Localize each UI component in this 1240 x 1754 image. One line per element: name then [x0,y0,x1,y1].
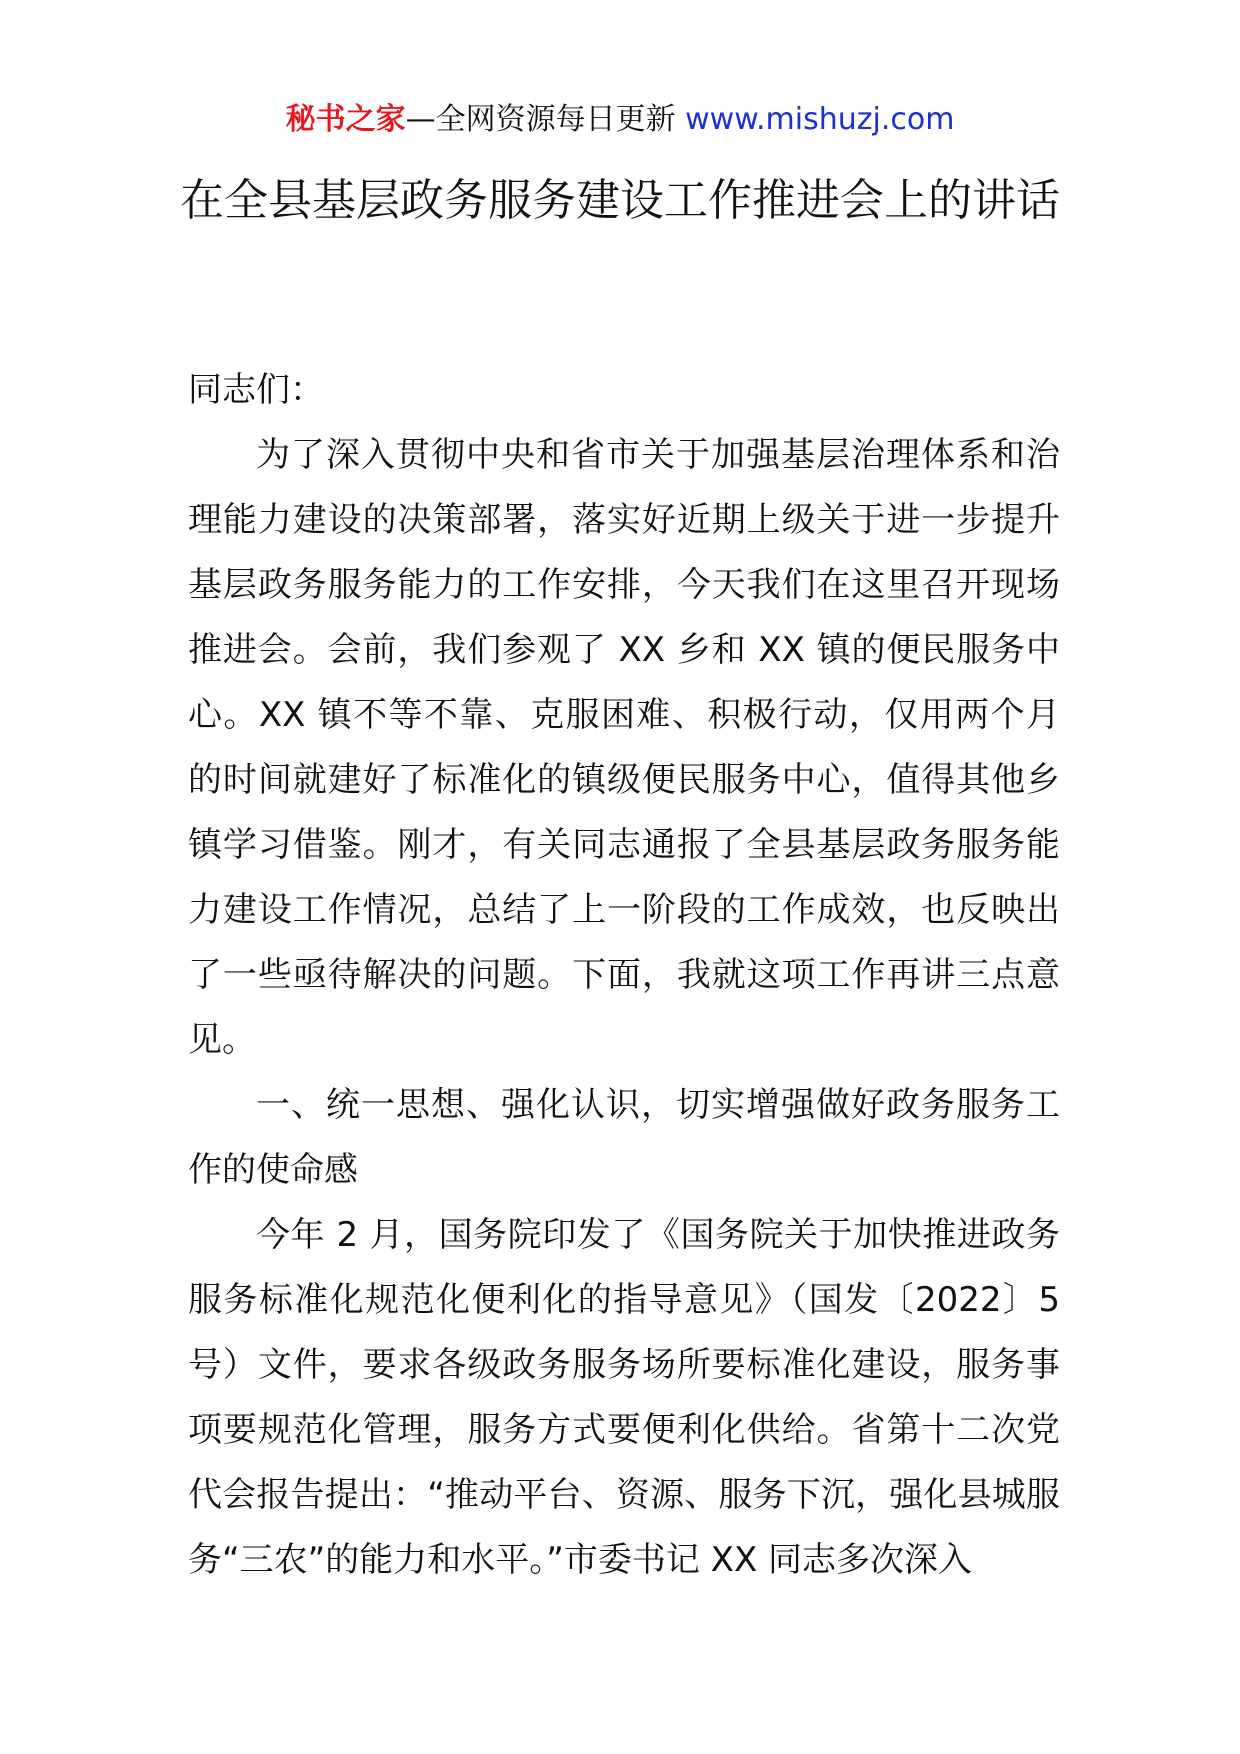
header-tagline: —全网资源每日更新 [405,102,676,137]
salutation: 同志们： [188,370,324,410]
paragraph-intro: 为了深入贯彻中央和省市关于加强基层治理体系和治理能力建设的决策部署，落实好近期上级关于进一步提升基层政务服务能力的工作安排，今天我们在这里召开现场推进会。会前，我们参观了 XX 乡和 XX 镇的便民服务中心。XX 镇不等不靠、克服困难、积极行动，仅用两个月的时间就建好了标准化的镇级便民服务中心，值得其他乡镇学习借鉴。刚才，有关同志通报了全县基层政务服务能力建设工作情况，总结了上一阶段的工作成效，也反映出了一些亟待解决的问题。下面，我就这项工作再讲三点意见。 [188,435,1060,1060]
document-title: 在全县基层政务服务建设工作推进会上的讲话 [180,175,1060,226]
site-header [0,100,1240,140]
site-url-link[interactable]: www.mishuzj.com [685,102,955,137]
brand-name: 秘书之家 [285,102,406,137]
document-body [188,358,1060,1593]
section-heading-1: 一、统一思想、强化认识，切实增强做好政务服务工作的使命感 [188,1085,1060,1190]
paragraph-section-1: 今年 2 月，国务院印发了《国务院关于加快推进政务服务标准化规范化便利化的指导意见》（国发〔2022〕5 号）文件，要求各级政务服务场所要标准化建设，服务事项要规范化管理，服务方式要便利化供给。省第十二次党代会报告提出：“推动平台、资源、服务下沉，强化县城服务“三农”的能力和水平。”市委书记 XX 同志多次深入 [188,1215,1060,1580]
